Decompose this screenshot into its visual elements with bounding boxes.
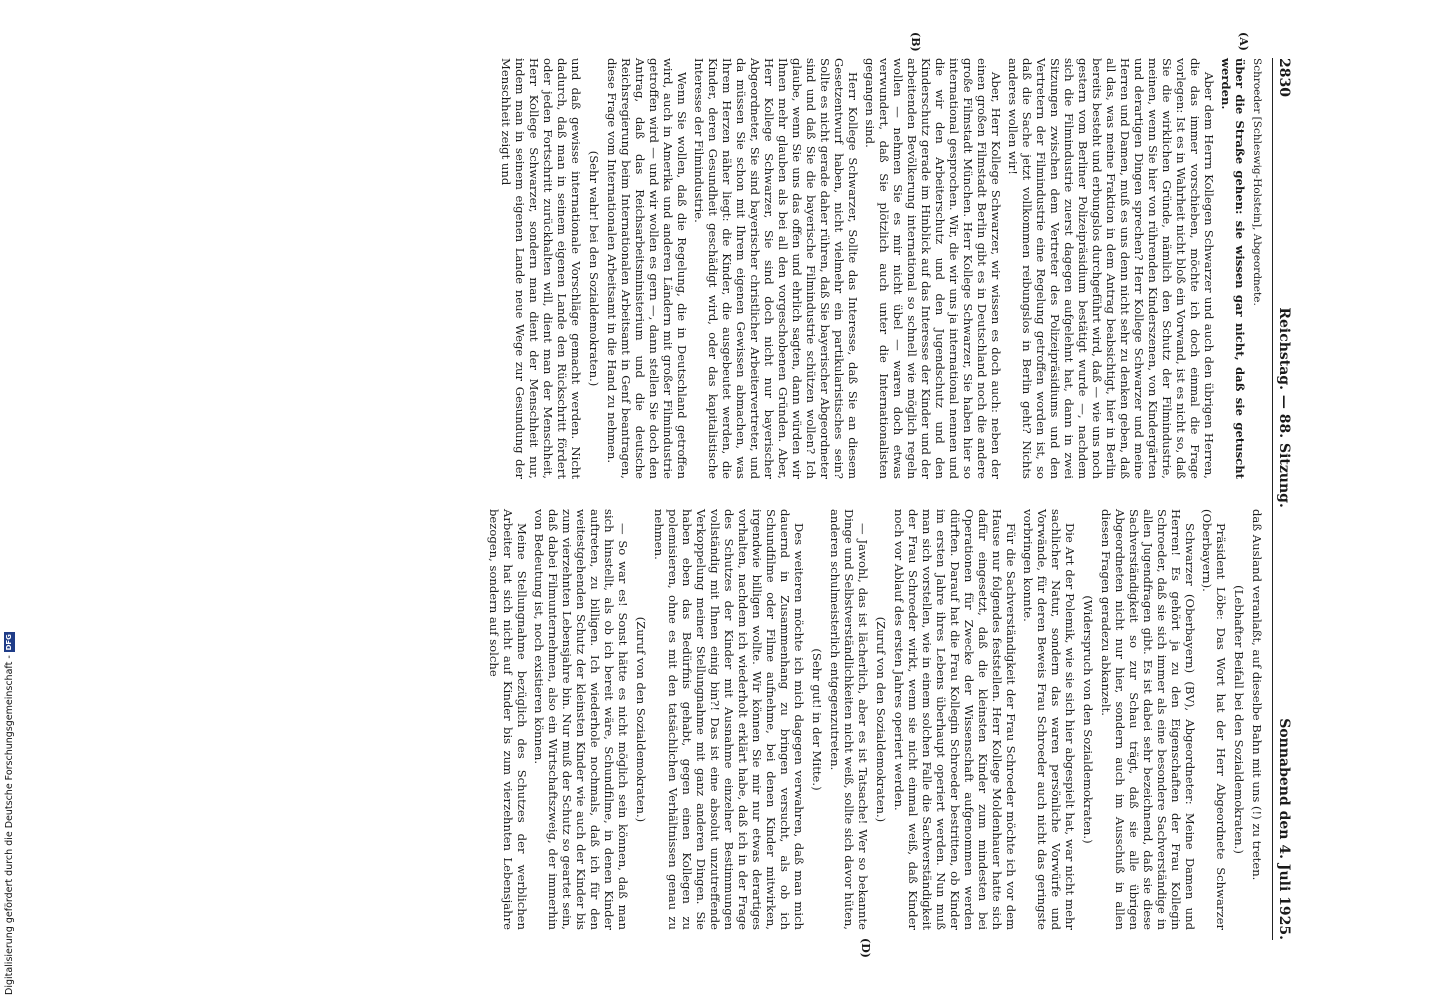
interjection: (Widerspruch von den Sozialdemokraten.) <box>1081 595 1095 844</box>
paragraph: Meine Stellungnahme bezüglich des Schutzes der werblichen Arbeiter hat sich nicht auf Kinder bis zum vierzehnten Lebensjahre bezogen, sondern auf solche <box>487 509 529 930</box>
left-column <box>484 32 1264 479</box>
paragraph: Des weiteren möchte ich mich dagegen verwahren, daß man mich dauernd in Zusammenhang zu bringen versucht, als ob ich Schundfilme oder Filme aufnehme, bei denen Kinder mitwirken, irgendwie billigen wollte. Wir können Sie mir nur etwas derartiges vorhalten, nachdem ich wiederholt erklärt habe, daß ich in der Frage des Schutzes der Kinder mit Ausnahme einzelner Bestimmungen vollständig mit Ihnen einig bin?! Das ist eine absolut unzutreffende Verkoppelung meiner Stellungnahme mit ganz anderen Dingen. Sie haben eben das Bedürfnis gehabt, gegen einen Kollegen zu polemisieren, ohne es mit den tatsächlichen Verhältnissen genau zu nehmen. <box>652 509 806 930</box>
paragraph: Für die Sachverständigkeit der Frau Schroeder möchte ich vor dem Hause nur folgendes feststellen. Herr Kollege Moldenhauer hatte sich dafür eingesetzt, daß die kleinsten Kinder zum mindesten bei Operationen für Zwecke der Wissenschaft aufgenommen werden dürften. Darauf hat die Frau Kollegin Schroeder bestritten, ob Kinder im ersten Jahre ihres Lebens überhaupt operiert werden. Nun muß man sich vorstellen, wie in einem solchen Falle die Sachverständigkeit der Frau Schroeder wirkt, wenn sie nicht einmal weiß, daß Kinder noch vor Ablauf des ersten Jahres operiert werden. <box>892 509 1018 930</box>
margin-mark-b: (B) <box>909 32 922 52</box>
paragraph: und daß gewisse internationale Vorschläge gemacht werden. Nicht dadurch, daß man in seinem eigenen Lande den Rückschritt fördert oder jeden Fortschritt zurückhalten will, dient man der Menschheit, Herr Kollege Schwarzer, sondern man dient der Menschheit nur, indem man in seinem eigenen Lande neue Wege zur Gesundung der Menschheit zeigt und <box>499 58 583 479</box>
paragraph: — Jawohl, das ist lächerlich, aber es ist Tatsache! Wer so bekannte Dinge und Selbstverständlichkeiten nicht weiß, sollte sich davor hüten, anderen schulmeisterlich entgegenzutreten. <box>828 509 870 930</box>
credit-text: Digitalisierung gefördert durch die Deutsche Forschungsgemeinschaft - <box>4 655 15 995</box>
header-date: Sonnabend den 4. Juli 1925. <box>1276 718 1292 940</box>
margin-mark-a: (A) <box>1237 32 1250 51</box>
right-column <box>484 509 1264 958</box>
paragraph: daß Ausland veranlaßt, auf dieselbe Bahn mit uns (!) zu treten. <box>1250 509 1264 881</box>
interjection: (Lebhafter Beifall bei den Sozialdemokraten.) <box>1232 585 1246 854</box>
paragraph: Schwarzer (Oberbayern) (BV), Abgeordneter: Meine Damen und Herren! Es gehört ja zu den Eigenschaften der Frau Kollegin Schroeder, daß sie sich immer als eine besondere Sachverständige in allen Jugendfragen gibt. Es ist dabei sehr bezeichnend, daß sie diese Sachverständigkeit so zur Schau trägt, daß sie alle übrigen Abgeordneten nicht nur hier, sondern auch im Ausschuß in allen diesen Fragen geradezu abkanzelt. <box>1099 509 1197 930</box>
interjection: (Sehr wahr! bei den Sozialdemokraten.) <box>587 150 601 387</box>
paragraph: Wenn Sie wollen, daß die Regelung, die in Deutschland getroffen wird, auch in Amerika und anderen Ländern mit großer Filmindustrie getroffen wird — und wir wollen es gern —, dann stellen Sie doch den Antrag, daß das Reichsarbeitsministerium und die deutsche Reichsregierung beim Internationalen Arbeitsamt in Genf beantragen, diese Frage vom Internationalen Arbeitsamt in die Hand zu nehmen. <box>605 58 689 479</box>
paragraph: Aber, Herr Kollege Schwarzer, wir wissen es doch auch: neben der einen großen Filmstadt Berlin gibt es in Deutschland noch die andere große Filmstadt München. Herr Kollege Schwarzer, Sie haben hier so international gesprochen. Wir, die wir uns ja international nennen und die wir den Arbeiterschutz und den Jugendschutz und den Kinderschutz gerade im Hinblick auf das Interesse der Kinder und der arbeitenden Bevölkerung international so schnell wie möglich regeln wollen — nehmen Sie es mir nicht übel — waren doch etwas verwundert, daß Sie plötzlich auch unter die Internationalisten gegangen sind. <box>863 58 1003 479</box>
paragraph: Herr Kollege Schwarzer, Sollte das Interesse, daß Sie an diesem Gesetzentwurf haben, nicht vielmehr ein partikularistisches sein? Sollte es nicht gerade daher rühren, daß Sie bayerischer Abgeordneter sind und daß Sie die bayerische Filmindustrie schützen wollen? Ich glaube, wenn Sie uns das offen und ehrlich sagten, dann würden wir Ihnen mehr glauben als bei all den vorgeschobenen Gründen. Aber, Herr Kollege Schwarzer, Sie sind doch nicht nur bayerischer Abgeordneter, Sie sind bayerischer christlicher Arbeitervertreter, und da müssen Sie schon mit Ihrem eigenen Gewissen abmachen, was Ihrem Herzen näher liegt: die Kinder, die ausgebeutet werden, die Kinder, deren Gesundheit geschädigt wird, oder das kapitalistische Interesse der Filmindustrie. <box>692 58 860 479</box>
paragraph: über die Straße gehen: sie wissen gar nicht, daß sie getuscht werden. <box>1219 58 1247 479</box>
paragraph: Die Art der Polemik, wie sie sich hier abgespielt hat, war nicht mehr sachlicher Natur, sondern das waren persönliche Vorwürfe und Vorwände, für deren Beweis Frau Schroeder auch nicht das geringste vorbringen konnte. <box>1021 509 1077 930</box>
speaker-line: Schroeder [Schleswig-Holstein], Abgeordnete. <box>1251 58 1263 306</box>
interjection: (Zuruf von den Sozialdemokraten.) <box>874 616 888 823</box>
interjection: (Zuruf von den Sozialdemokraten.) <box>634 616 648 823</box>
digitization-credit <box>4 632 15 995</box>
page-header <box>1272 58 1292 940</box>
interjection: (Sehr gut! in der Mitte.) <box>810 648 824 791</box>
dfg-logo: DFG <box>5 634 13 651</box>
paragraph: — So war es! Sonst hätte es nicht möglich sein können, daß man sich hinstellt, als ob ich bereit wäre, Schundfilme, in denen Kinder auftreten, zu billigen. Ich wiederhole nochmals, daß ich für den weitestgehenden Schutz der kleinsten Kinder wie auch der Kinder bis zum vierzehnten Lebensjahre bin. Nur muß der Schutz so geartet sein, daß dabei Filmunternehmen, also ein Wirtschaftszweig, der immerhin von Bedeutung ist, noch existieren können. <box>532 509 630 930</box>
page-number: 2830 <box>1276 58 1292 97</box>
margin-mark-d: (D) <box>859 938 872 958</box>
paragraph: Präsident Löbe: Das Wort hat der Herr Abgeordnete Schwarzer (Oberbayern). <box>1200 509 1228 930</box>
paragraph: Aber dem Herrn Kollegen Schwarzer und auch den übrigen Herren, die das immer vorschieben, möchte ich doch einmal die Frage vorlegen: Ist es in Wahrheit nicht bloß ein Vorwand, ist es nicht so, daß Sie die wirklichen Gründe, nämlich den Schutz der Filmindustrie, meinen, wenn Sie hier von rührenden Kinderszenen, von Kindergärten und derartigen Dingen sprechen? Herr Kollege Schwarzer und meine Herren und Damen, muß es uns denn nicht sehr zu denken geben, daß all das, was meine Fraktion in dem Antrag beabsichtigt, hier in Berlin bereits besteht und erbungslos durchgeführt wird, daß — wie uns noch gestern vom Berliner Polizeipräsidium bestätigt wurde —, nachdem sich die Filmindustrie zuerst dagegen aufgelehnt hat, dann in zwei Sitzungen zwischen dem Vertreter des Polizeipräsidiums und den Vertretern der Filmindustrie eine Regelung getroffen worden ist, so daß die Sache jetzt vollkommen reibungslos in Berlin geht? Nichts anderes wollen wir! <box>1006 58 1216 479</box>
header-center: Reichstag. — 88. Sitzung. <box>1276 307 1292 508</box>
